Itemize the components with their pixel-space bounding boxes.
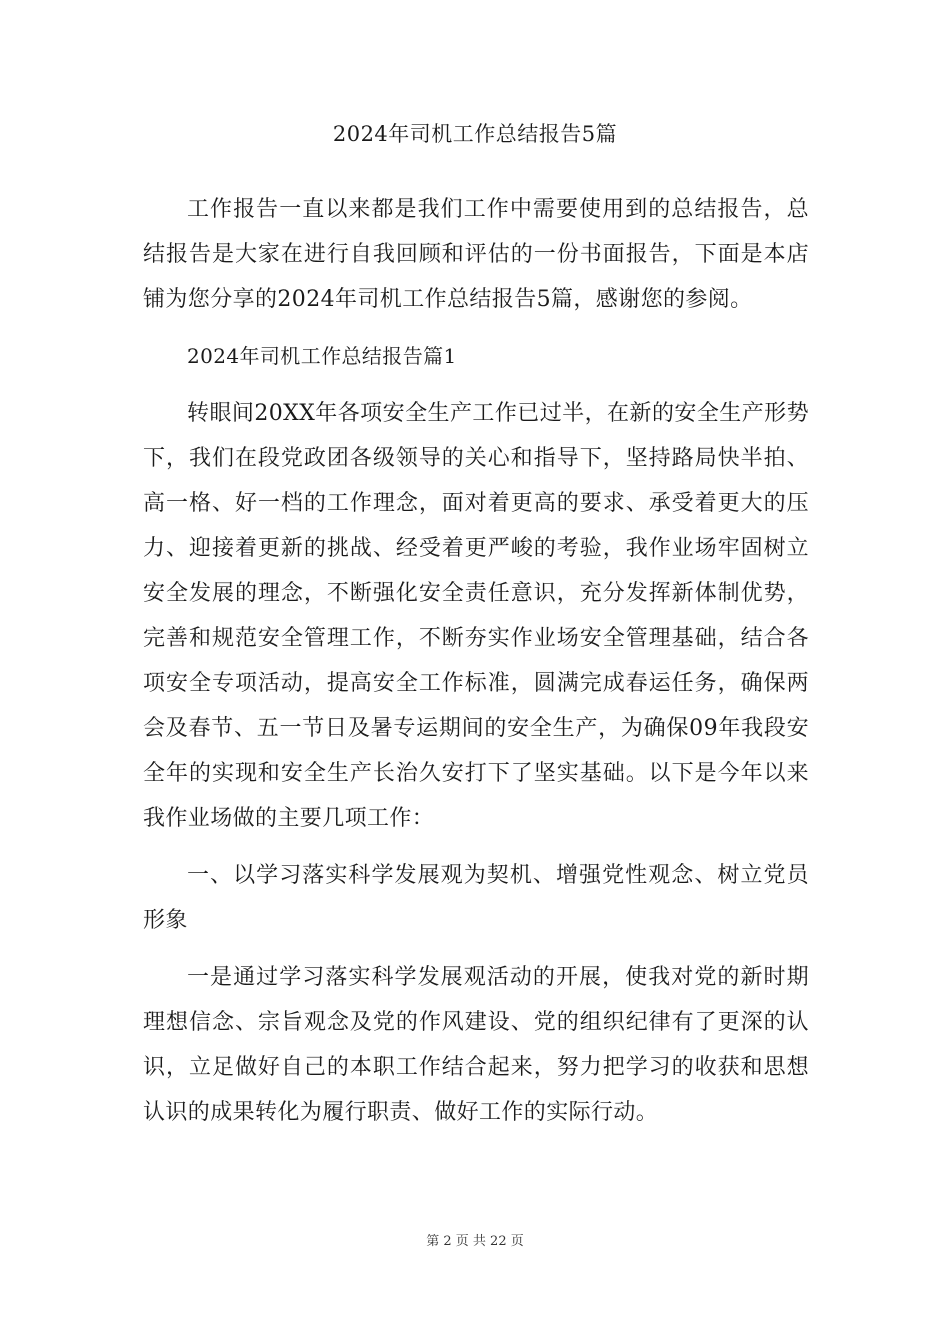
document-title: 2024年司机工作总结报告5篇	[332, 122, 618, 146]
subsection-heading: 一、以学习落实科学发展观为契机、增强党性观念、树立党员形象	[143, 863, 809, 933]
section-heading: 2024年司机工作总结报告篇1	[187, 344, 457, 368]
intro-paragraph: 工作报告一直以来都是我们工作中需要使用到的总结报告，总结报告是大家在进行自我回顾和评估的一份书面报告，下面是本店铺为您分享的2024年司机工作总结报告5篇，感谢您的参阅。	[143, 197, 809, 312]
document-body	[143, 187, 809, 1147]
page-footer: 第 2 页 共 22 页	[426, 1234, 524, 1249]
body-paragraph: 转眼间20XX年各项安全生产工作已过半，在新的安全生产形势下，我们在段党政团各级领导的关心和指导下，坚持路局快半拍、高一格、好一档的工作理念，面对着更高的要求、承受着更大的压力、迎接着更新的挑战、经受着更严峻的考验，我作业场牢固树立安全发展的理念，不断强化安全责任意识，充分发挥新体制优势，完善和规范安全管理工作，不断夯实作业场安全管理基础，结合各项安全专项活动，提高安全工作标准，圆满完成春运任务，确保两会及春节、五一节日及暑专运期间的安全生产，为确保09年我段安全年的实现和安全生产长治久安打下了坚实基础。以下是今年以来我作业场做的主要几项工作：	[143, 401, 809, 831]
body-paragraph: 一是通过学习落实科学发展观活动的开展，使我对党的新时期理想信念、宗旨观念及党的作风建设、党的组织纪律有了更深的认识，立足做好自己的本职工作结合起来，努力把学习的收获和思想认识的成果转化为履行职责、做好工作的实际行动。	[143, 965, 809, 1125]
